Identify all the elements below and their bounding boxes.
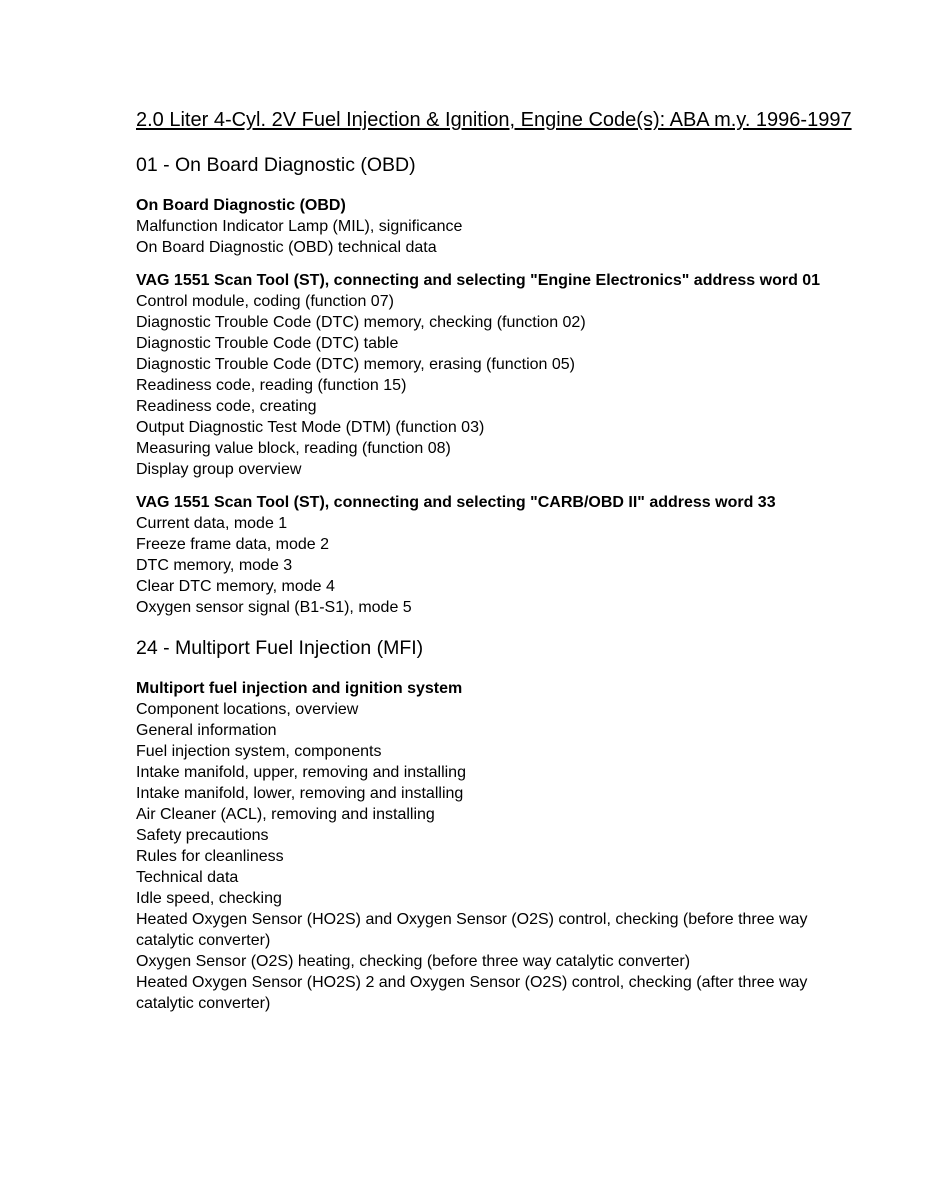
- toc-item[interactable]: Fuel injection system, components: [136, 743, 382, 760]
- toc-item[interactable]: Intake manifold, upper, removing and installing: [136, 764, 466, 781]
- toc-item[interactable]: Control module, coding (function 07): [136, 293, 394, 310]
- toc-item[interactable]: Freeze frame data, mode 2: [136, 536, 329, 553]
- document-page: [136, 108, 856, 1026]
- toc-item[interactable]: Measuring value block, reading (function 08): [136, 440, 451, 457]
- group-title: VAG 1551 Scan Tool (ST), connecting and selecting "CARB/OBD II" address word 33: [136, 494, 776, 511]
- group-obd-overview: [136, 195, 856, 258]
- toc-item[interactable]: Readiness code, creating: [136, 398, 317, 415]
- toc-item[interactable]: Heated Oxygen Sensor (HO2S) 2 and Oxygen Sensor (O2S) control, checking (after three way catalytic converter): [136, 974, 808, 1012]
- toc-item[interactable]: Safety precautions: [136, 827, 269, 844]
- section-obd: [136, 153, 856, 618]
- group-carb-obd2: [136, 492, 856, 618]
- toc-item[interactable]: Malfunction Indicator Lamp (MIL), significance: [136, 218, 463, 235]
- group-mfi-ignition: [136, 678, 856, 1014]
- section-heading: 01 - On Board Diagnostic (OBD): [136, 154, 416, 176]
- section-heading: 24 - Multiport Fuel Injection (MFI): [136, 637, 424, 659]
- group-title: Multiport fuel injection and ignition system: [136, 680, 463, 697]
- toc-item[interactable]: Display group overview: [136, 461, 302, 478]
- group-engine-electronics: [136, 270, 856, 480]
- document-title: 2.0 Liter 4-Cyl. 2V Fuel Injection & Ignition, Engine Code(s): ABA m.y. 1996-1997: [136, 109, 852, 131]
- toc-item[interactable]: Technical data: [136, 869, 239, 886]
- toc-item[interactable]: Output Diagnostic Test Mode (DTM) (function 03): [136, 419, 485, 436]
- toc-item[interactable]: Air Cleaner (ACL), removing and installing: [136, 806, 435, 823]
- toc-item[interactable]: Idle speed, checking: [136, 890, 282, 907]
- toc-item[interactable]: General information: [136, 722, 277, 739]
- toc-item[interactable]: Diagnostic Trouble Code (DTC) table: [136, 335, 399, 352]
- toc-item[interactable]: Current data, mode 1: [136, 515, 288, 532]
- toc-item[interactable]: Diagnostic Trouble Code (DTC) memory, erasing (function 05): [136, 356, 575, 373]
- group-title: On Board Diagnostic (OBD): [136, 197, 346, 214]
- toc-item[interactable]: Diagnostic Trouble Code (DTC) memory, checking (function 02): [136, 314, 586, 331]
- section-mfi: [136, 636, 856, 1014]
- toc-item[interactable]: On Board Diagnostic (OBD) technical data: [136, 239, 437, 256]
- toc-item[interactable]: Rules for cleanliness: [136, 848, 284, 865]
- toc-item[interactable]: Oxygen sensor signal (B1-S1), mode 5: [136, 599, 412, 616]
- toc-item[interactable]: Oxygen Sensor (O2S) heating, checking (before three way catalytic converter): [136, 953, 691, 970]
- toc-item[interactable]: DTC memory, mode 3: [136, 557, 293, 574]
- toc-item[interactable]: Clear DTC memory, mode 4: [136, 578, 335, 595]
- toc-item[interactable]: Readiness code, reading (function 15): [136, 377, 407, 394]
- group-title: VAG 1551 Scan Tool (ST), connecting and selecting "Engine Electronics" address word 01: [136, 272, 821, 289]
- toc-item[interactable]: Heated Oxygen Sensor (HO2S) and Oxygen Sensor (O2S) control, checking (before three way catalytic converter): [136, 911, 808, 949]
- toc-item[interactable]: Intake manifold, lower, removing and installing: [136, 785, 464, 802]
- toc-item[interactable]: Component locations, overview: [136, 701, 359, 718]
